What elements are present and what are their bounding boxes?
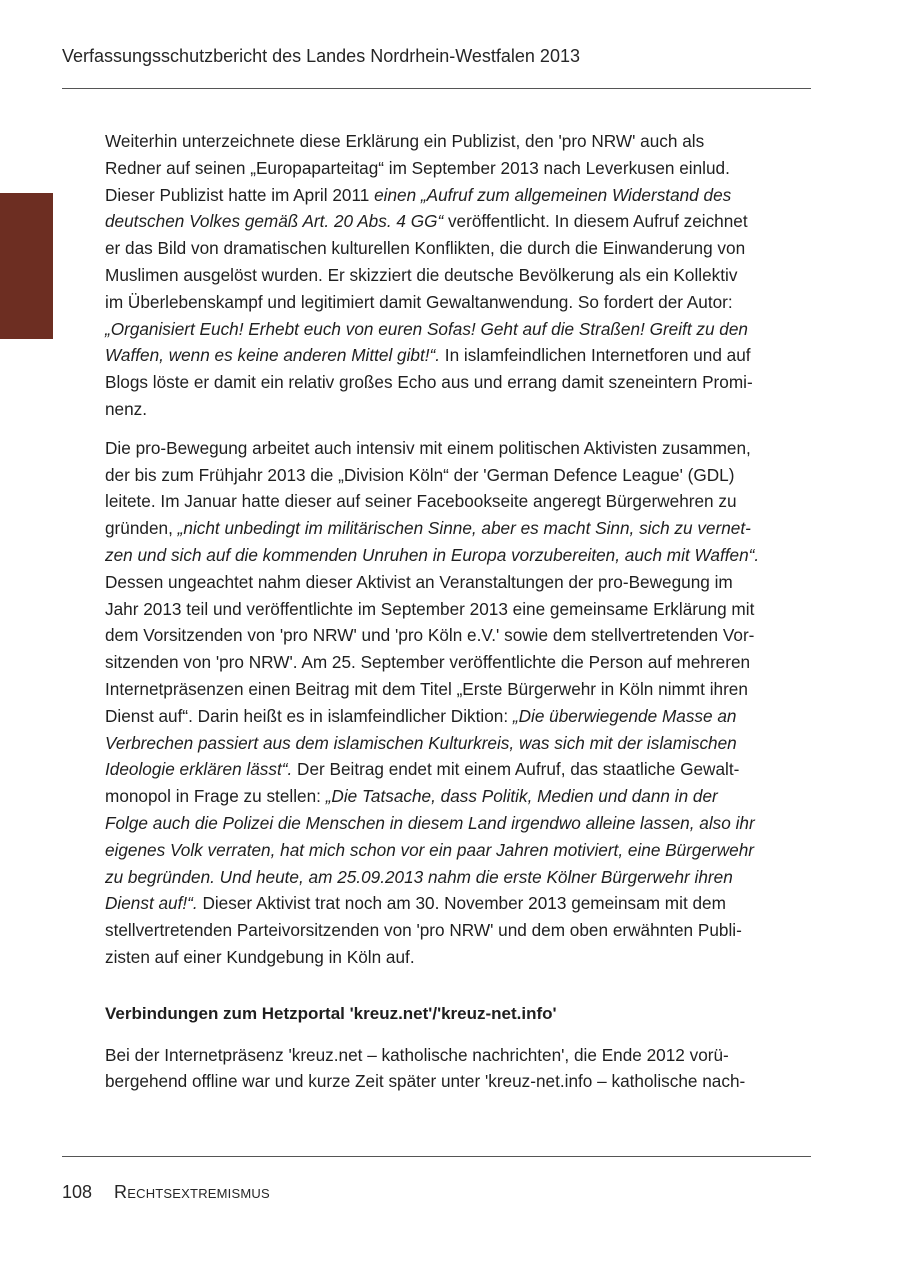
quoted-text-run: Verbrechen passiert aus dem islamischen Kulturkreis, was sich mit der islamischen <box>105 732 737 753</box>
text-run: nenz. <box>105 398 148 419</box>
text-line <box>105 1042 811 1069</box>
heading-spacer <box>105 971 811 1001</box>
text-line <box>105 783 811 810</box>
text-line <box>105 676 811 703</box>
text-run: stellvertretenden Parteivorsitzenden von 'pro NRW' und dem oben erwähnten Publi- <box>105 920 742 941</box>
text-run: Weiterhin unterzeichnete diese Erklärung ein Publizist, den 'pro NRW' auch als <box>105 131 705 151</box>
text-run: Blogs löste er damit ein relativ großes Echo aus und errang damit szeneintern Promi- <box>105 372 753 393</box>
heading-spacer <box>105 1028 811 1042</box>
text-run: gründen, <box>105 518 178 539</box>
text-line <box>105 810 811 837</box>
text-run: Die pro-Bewegung arbeitet auch intensiv mit einem politischen Aktivisten zusammen, <box>105 437 751 458</box>
paragraph-spacer <box>105 423 811 435</box>
text-run: Redner auf seinen „Europaparteitag“ im September 2013 nach Leverkusen einlud. <box>105 157 730 178</box>
text-run: leitete. Im Januar hatte dieser auf seiner Facebookseite angeregt Bürgerwehren zu <box>105 491 737 512</box>
text-line <box>105 235 811 262</box>
quoted-text-run: zu begründen. Und heute, am 25.09.2013 nahm die erste Kölner Bürgerwehr ihren <box>105 866 733 887</box>
text-run: Dieser Publizist hatte im April 2011 <box>105 184 375 205</box>
text-run: veröffentlicht. In diesem Aufruf zeichnet <box>443 211 748 232</box>
quoted-text-run: „Organisiert Euch! Erhebt euch von euren Sofas! Geht auf die Straßen! Greift zu den <box>105 318 748 339</box>
text-run: der bis zum Frühjahr 2013 die „Division Köln“ der 'German Defence League' (GDL) <box>105 464 735 485</box>
page-footer <box>62 1180 270 1204</box>
text-run: In islamfeindlichen Internetforen und auf <box>440 345 751 366</box>
text-line <box>105 262 811 289</box>
footer-rule <box>62 1156 811 1157</box>
paragraph-1 <box>105 128 811 423</box>
quoted-text-run: eigenes Volk verraten, hat mich schon vor ein paar Jahren motiviert, eine Bürgerwehr <box>105 839 754 860</box>
text-line <box>105 128 811 155</box>
text-run: zisten auf einer Kundgebung in Köln auf. <box>105 946 415 967</box>
header-rule <box>62 88 811 89</box>
text-run: dem Vorsitzenden von 'pro NRW' und 'pro Köln e.V.' sowie dem stellvertretenden Vor- <box>105 625 755 646</box>
text-line <box>105 342 811 369</box>
text-line <box>105 622 811 649</box>
text-run: Muslimen ausgelöst wurden. Er skizziert die deutsche Bevölkerung als ein Kollektiv <box>105 264 738 285</box>
text-line <box>105 756 811 783</box>
quoted-text-run: „nicht unbedingt im militärischen Sinne, aber es macht Sinn, sich zu vernet- <box>177 518 751 539</box>
text-line <box>105 596 811 623</box>
text-run: Dienst auf“. Darin heißt es in islamfeindlicher Diktion: <box>105 705 513 726</box>
text-line <box>105 316 811 343</box>
text-line <box>105 1068 811 1095</box>
text-line <box>105 515 811 542</box>
quoted-text-run: Ideologie erklären lässt“. <box>105 759 293 780</box>
text-line <box>105 155 811 182</box>
text-line <box>105 890 811 917</box>
page-number: 108 <box>62 1182 93 1202</box>
text-line <box>105 396 811 423</box>
section-heading: Verbindungen zum Hetzportal 'kreuz.net'/'kreuz-net.info' <box>105 1003 557 1023</box>
text-run: monopol in Frage zu stellen: <box>105 786 326 807</box>
text-line <box>105 542 811 569</box>
text-run: sitzenden von 'pro NRW'. Am 25. September veröffentlichte die Person auf mehreren <box>105 652 751 673</box>
text-line <box>105 730 811 757</box>
paragraph-3 <box>105 1042 811 1096</box>
quoted-text-run: deutschen Volkes gemäß Art. 20 Abs. 4 GG“ <box>105 211 444 232</box>
text-line <box>105 944 811 971</box>
text-line <box>105 488 811 515</box>
quoted-text-run: Folge auch die Polizei die Menschen in diesem Land irgendwo alleine lassen, also ihr <box>105 812 755 833</box>
quoted-text-run: Dienst auf!“. <box>105 893 198 914</box>
text-line <box>105 289 811 316</box>
text-line <box>105 837 811 864</box>
paragraph-2 <box>105 435 811 971</box>
running-header-title: Verfassungsschutzbericht des Landes Nordrhein-Westfalen 2013 <box>62 46 580 66</box>
text-run: Dessen ungeachtet nahm dieser Aktivist an Veranstaltungen der pro-Bewegung im <box>105 571 733 592</box>
quoted-text-run: zen und sich auf die kommenden Unruhen in Europa vorzubereiten, auch mit Waffen“. <box>105 544 760 565</box>
text-run: Jahr 2013 teil und veröffentlichte im September 2013 eine gemeinsame Erklärung mit <box>105 598 755 619</box>
text-line <box>105 569 811 596</box>
footer-section-name: Rechtsextremismus <box>114 1182 270 1202</box>
text-line <box>105 864 811 891</box>
text-line <box>105 369 811 396</box>
text-line <box>105 435 811 462</box>
text-line <box>105 208 811 235</box>
text-run: im Überlebenskampf und legitimiert damit Gewaltanwendung. So fordert der Autor: <box>105 291 733 312</box>
text-line <box>105 462 811 489</box>
quoted-text-run: „Die überwiegende Masse an <box>512 705 737 726</box>
text-line <box>105 703 811 730</box>
quoted-text-run: Waffen, wenn es keine anderen Mittel gibt!“. <box>105 345 441 366</box>
text-run: Internetpräsenzen einen Beitrag mit dem Titel „Erste Bürgerwehr in Köln nimmt ihren <box>105 678 748 699</box>
text-line <box>105 649 811 676</box>
text-run: Dieser Aktivist trat noch am 30. November 2013 gemeinsam mit dem <box>197 893 726 914</box>
text-run: Bei der Internetpräsenz 'kreuz.net – katholische nachrichten', die Ende 2012 vorü- <box>105 1044 729 1065</box>
chapter-side-tab <box>0 193 53 339</box>
text-line <box>105 182 811 209</box>
text-line <box>105 917 811 944</box>
main-content <box>105 128 811 1095</box>
text-run: Der Beitrag endet mit einem Aufruf, das staatliche Gewalt- <box>292 759 740 780</box>
quoted-text-run: einen „Aufruf zum allgemeinen Widerstand des <box>374 184 732 205</box>
text-run: er das Bild von dramatischen kulturellen Konflikten, die durch die Einwanderung von <box>105 238 746 259</box>
quoted-text-run: „Die Tatsache, dass Politik, Medien und dann in der <box>325 786 718 807</box>
text-run: bergehend offline war und kurze Zeit später unter 'kreuz-net.info – katholische nach- <box>105 1071 746 1092</box>
